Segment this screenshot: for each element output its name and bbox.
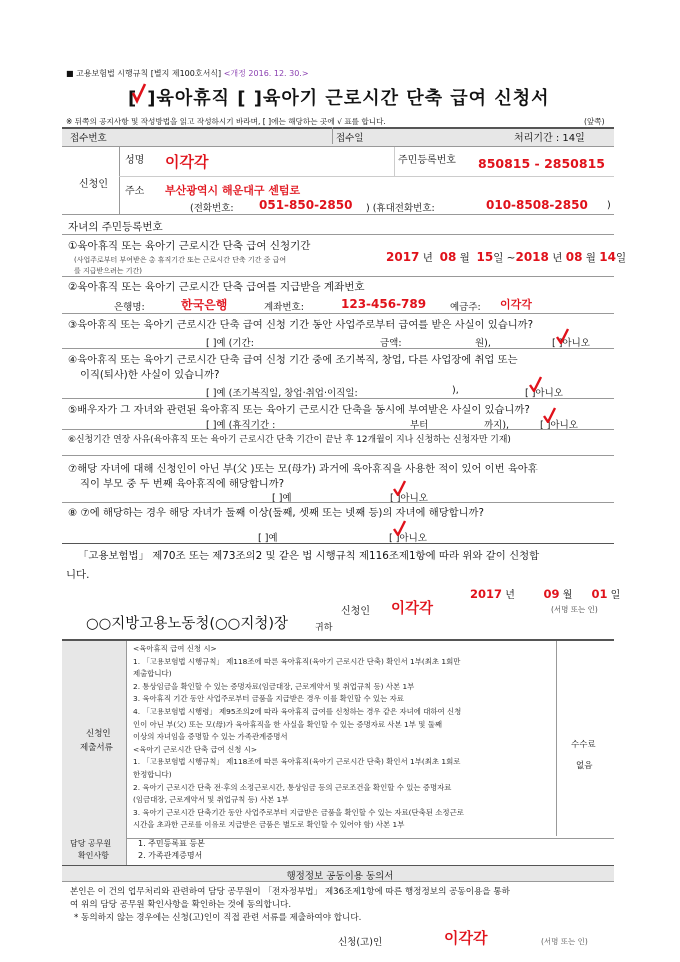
document-line: (임금대장, 근로계약서 및 취업규칙 등) 사본 1부 [133,795,289,805]
signer-name[interactable]: 이각각 [391,601,434,617]
document-line: 이상의 자녀임을 증명할 수 있는 가족관계증명서 [133,732,288,742]
official-item: 2. 가족관계증명서 [138,851,203,860]
document-line: 제출합니다) [133,669,172,679]
processing-period: 처리기간 : 14일 [514,133,585,144]
q3-no[interactable]: [ ]아니오 [552,338,590,349]
official-item: 1. 주민등록표 등본 [138,839,205,848]
form-reference: ■ 고용보험법 시행규칙 [별지 제100호서식] <개정 2016. 12. 30.> [66,69,309,78]
q5-no-check-icon[interactable] [543,407,557,423]
consent-text: 본인은 이 건의 업무처리와 관련하여 담당 공무원이 「전자정부법」 제36조제1항에 따른 행정정보의 공동이용을 통하 [70,887,510,897]
q7-yes[interactable]: [ ]예 [272,493,292,504]
name-label: 성명 [125,155,145,166]
leave-type-check-icon[interactable] [131,82,147,104]
document-line: 3. 육아기 근로시간 단축기간 동안 사업주로부터 지급받은 금품을 확인할 수 있는 자료(단축된 소정근로 [133,807,464,817]
q3-label: ③육아휴직 또는 육아기 근로시간 단축 급여 신청 기간 동안 사업주로부터 급여를 받은 사실이 있습니까? [68,319,534,331]
document-line: 한정합니다) [133,769,172,779]
applicant-rrn[interactable]: 850815 - 2850815 [478,156,605,171]
q2-label: ②육아휴직 또는 육아기 근로시간 단축 급여를 지급받을 계좌번호 [68,281,365,293]
q3-yes[interactable]: [ ]예 (기간: [206,338,254,349]
account-holder[interactable]: 이각각 [500,298,532,311]
receipt-number-label: 접수번호 [70,133,107,144]
revision-date: <개정 2016. 12. 30.> [223,69,309,78]
q3-no-check-icon[interactable] [556,328,570,344]
document-line: 4. 「고용보험법 시행령」 제95조의2에 따라 육아휴직 급여를 신청하는 경우 같은 자녀에 대하여 신청 [133,706,462,716]
q4-no[interactable]: [ ]아니오 [525,388,563,399]
q7-no[interactable]: [ ]아니오 [390,493,428,504]
instruction-note: ※ 뒤쪽의 공지사항 및 작성방법을 읽고 작성하시기 바라며, [ ]에는 해당하는 곳에 √ 표를 합니다. [66,117,386,126]
document-line: 2. 통상임금을 확인할 수 있는 증명자료(임금대장, 근로계약서 및 취업규칙 등) 사본 1부 [133,681,415,691]
page-side: (앞쪽) [584,117,605,126]
q5-no[interactable]: [ ]아니오 [540,420,578,431]
applicant-mobile[interactable]: 010-8508-2850 [486,198,588,212]
document-line: 1. 「고용보험법 시행규칙」 제118조에 따른 육아휴직(육아기 근로시간 단축) 확인서 1부(최초 1회로 [133,757,461,767]
bank-name[interactable]: 한국은행 [181,298,228,312]
q6-label: ⑥신청기간 연장 사유(육아휴직 또는 육아기 근로시간 단축 기간이 끝난 후 12개월이 지나 신청하는 신청자만 기재) [68,435,511,445]
address-label: 주소 [125,186,145,197]
statement-text: 「고용보험법」 제70조 또는 제73조의2 및 같은 법 시행규칙 제116조제1항에 따라 위와 같이 신청합 [78,550,540,562]
applicant-phone[interactable]: 051-850-2850 [259,198,353,212]
document-line: 2. 육아기 근로시간 단축 전·후의 소정근로시간, 통상임금 등의 근로조건을 확인할 수 있는 증명자료 [133,782,452,792]
consent-title: 행정정보 공동이용 동의서 [286,871,394,882]
fee-value: 없음 [576,761,593,771]
document-line: 시간을 초과한 근로를 이유로 지급받은 금품은 별도로 확인할 수 있어야 함) 사본 1부 [133,820,405,830]
document-line: <육아휴직 급여 신청 시> [133,644,217,653]
document-line: 3. 육아휴직 기간 동안 사업주로부터 금품을 지급받은 경우 이를 확인할 수 있는 자료 [133,694,404,704]
q5-label: ⑤배우자가 그 자녀와 관련된 육아휴직 또는 육아기 근로시간 단축을 동시에 부여받은 사실이 있습니까? [68,404,530,416]
q5-yes[interactable]: [ ]예 (휴직기간 : [206,420,276,431]
phone-label: (전화번호: [190,203,234,214]
mobile-label: ) (휴대전화번호: [366,203,435,214]
form-title: [ ]육아휴직 [ ]육아기 근로시간 단축 급여 신청서 [128,88,550,109]
rrn-label: 주민등록번호 [398,155,456,166]
q7-label: ⑦해당 자녀에 대해 신청인이 아닌 부(父 )또는 모(母가) 과거에 육아휴직을 사용한 적이 있어 이번 육아휴 [68,463,538,475]
q4-label: ④육아휴직 또는 육아기 근로시간 단축 급여 신청 기간 중에 조기복직, 창업, 다른 사업장에 취업 또는 [68,354,518,366]
q1-period: 2017 년 08 월 15일 ~2018 년 08 월 14일 [386,250,627,264]
applicant-name[interactable]: 이각각 [165,153,209,171]
receipt-date-label: 접수일 [336,133,364,144]
documents-list [133,643,464,832]
q8-no[interactable]: [ ]아니오 [389,533,427,544]
q8-label: ⑧ ⑦에 해당하는 경우 해당 자녀가 둘째 이상(둘째, 셋째 또는 넷째 등)의 자녀에 해당합니까? [68,507,484,519]
document-line: 인이 아닌 부(父) 또는 모(母)가 육아휴직을 한 사실을 확인할 수 있는 증명자료 사본 1부 및 둘째 [133,719,442,729]
consent-signer-label: 신청(고)인 [338,937,383,948]
account-number[interactable]: 123-456-789 [341,297,427,311]
q8-yes[interactable]: [ ]예 [258,533,278,544]
fee-label: 수수료 [571,740,596,750]
signer-label: 신청인 [341,606,370,617]
child-rrn-label: 자녀의 주민등록번호 [68,221,163,233]
consent-signer-name[interactable]: 이각각 [444,929,488,947]
q7-no-check-icon[interactable] [393,480,407,496]
q8-no-check-icon[interactable] [393,520,407,536]
q1-label: ①육아휴직 또는 육아기 근로시간 단축 급여 신청기간 [68,240,311,252]
q4-yes[interactable]: [ ]예 (조기복직일, 창업·취업·이직일: [206,388,358,399]
document-line: 1. 「고용보험법 시행규칙」 제118조에 따른 육아휴직(육아기 근로시간 단축) 확인서 1부(최초 1회만 [133,656,461,666]
applicant-address[interactable]: 부산광역시 해운대구 센텀로 [165,184,301,197]
statement-date: 2017 년 09 월 01 일 [470,587,621,601]
document-line: <육아기 근로시간 단축 급여 신청 시> [133,744,258,754]
recipient: ○○지방고용노동청(○○지청)장 [86,616,288,632]
q4-no-check-icon[interactable] [529,376,543,392]
applicant-section-label: 신청인 [79,179,108,190]
